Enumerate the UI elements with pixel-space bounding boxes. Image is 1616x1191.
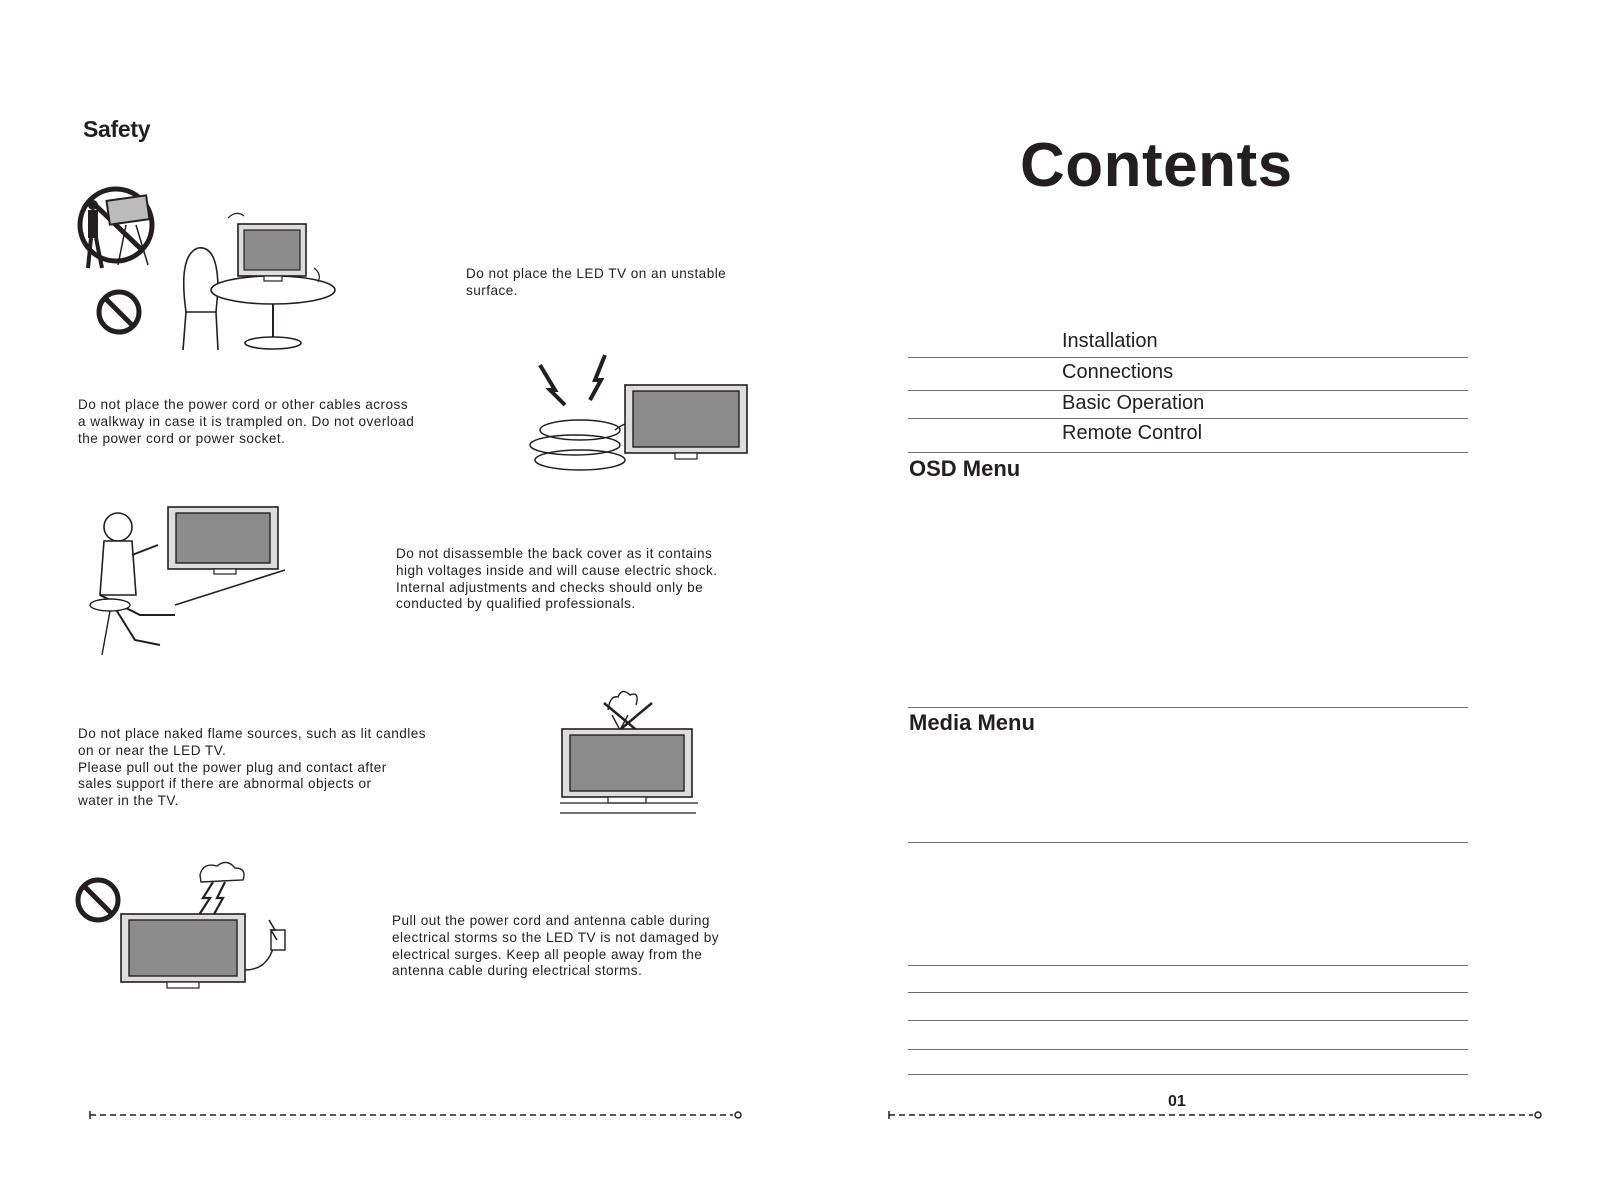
warning-line: Please pull out the power plug and contact after bbox=[78, 759, 387, 775]
toc-divider bbox=[908, 707, 1468, 708]
lightning-icon bbox=[197, 882, 213, 918]
overloaded-socket-illustration bbox=[525, 355, 755, 485]
toc-divider bbox=[908, 992, 1468, 993]
toc-divider bbox=[908, 452, 1468, 453]
warning-naked-flame bbox=[78, 726, 426, 810]
toc-section-media-menu[interactable]: Media Menu bbox=[909, 710, 1035, 735]
toc-divider bbox=[908, 1049, 1468, 1050]
warning-line: Do not place the power cord or other cables across bbox=[78, 397, 409, 412]
electrical-storm-illustration bbox=[75, 860, 315, 995]
toc-divider bbox=[908, 390, 1468, 391]
warning-line: Pull out the power cord and antenna cable during bbox=[392, 913, 710, 928]
toc-item-remote-control[interactable]: Remote Control bbox=[1062, 422, 1203, 444]
toc-divider bbox=[908, 965, 1468, 966]
toc-item-connections[interactable]: Connections bbox=[1062, 361, 1174, 383]
disassemble-illustration bbox=[80, 505, 290, 670]
page-title-safety: Safety bbox=[83, 116, 151, 142]
no-objects-on-tv-illustration bbox=[560, 685, 710, 825]
toc-item-basic-operation[interactable]: Basic Operation bbox=[1062, 392, 1205, 414]
warning-line: the power cord or power socket. bbox=[78, 430, 286, 446]
lightning-icon bbox=[540, 365, 565, 405]
toc-divider bbox=[908, 842, 1468, 843]
page-title-contents: Contents bbox=[1020, 131, 1293, 200]
toc-item-installation[interactable]: Installation bbox=[1062, 330, 1158, 352]
warning-line: water in the TV. bbox=[78, 793, 179, 809]
left-page-footer-rule bbox=[88, 1110, 748, 1122]
warning-line: Do not place naked flame sources, such as lit candles bbox=[78, 726, 427, 741]
page-number: 01 bbox=[1168, 1093, 1186, 1110]
toc-section-osd-menu[interactable]: OSD Menu bbox=[909, 456, 1021, 481]
warning-electrical-storm bbox=[392, 913, 719, 980]
flower-vase-icon bbox=[608, 691, 637, 710]
warning-unstable-surface bbox=[466, 266, 726, 300]
warning-line: antenna cable during electrical storms. bbox=[392, 963, 643, 979]
warning-line: sales support if there are abnormal objects or bbox=[78, 776, 372, 792]
warning-line: electrical storms so the LED TV is not damaged by bbox=[392, 929, 720, 945]
warning-line: Do not place the LED TV on an unstable bbox=[466, 266, 727, 281]
cloud-icon bbox=[200, 862, 244, 882]
right-page-footer-rule bbox=[887, 1110, 1547, 1122]
toc-divider bbox=[908, 357, 1468, 358]
warning-line: electrical surges. Keep all people away from the bbox=[392, 946, 703, 962]
warning-power-cord bbox=[78, 397, 414, 447]
warning-line: high voltages inside and will cause electric shock. bbox=[396, 562, 718, 578]
toc-divider bbox=[908, 418, 1468, 419]
warning-line: on or near the LED TV. bbox=[78, 742, 227, 758]
warning-line: surface. bbox=[466, 282, 518, 298]
warning-line: Internal adjustments and checks should only be bbox=[396, 579, 704, 595]
toc-divider bbox=[908, 1074, 1468, 1075]
toc-divider bbox=[908, 1020, 1468, 1021]
warning-back-cover bbox=[396, 546, 717, 613]
warning-line: Do not disassemble the back cover as it contains bbox=[396, 546, 713, 561]
warning-line: conducted by qualified professionals. bbox=[396, 596, 636, 612]
warning-line: a walkway in case it is trampled on. Do not overload bbox=[78, 413, 415, 429]
unstable-surface-illustration bbox=[78, 180, 348, 360]
